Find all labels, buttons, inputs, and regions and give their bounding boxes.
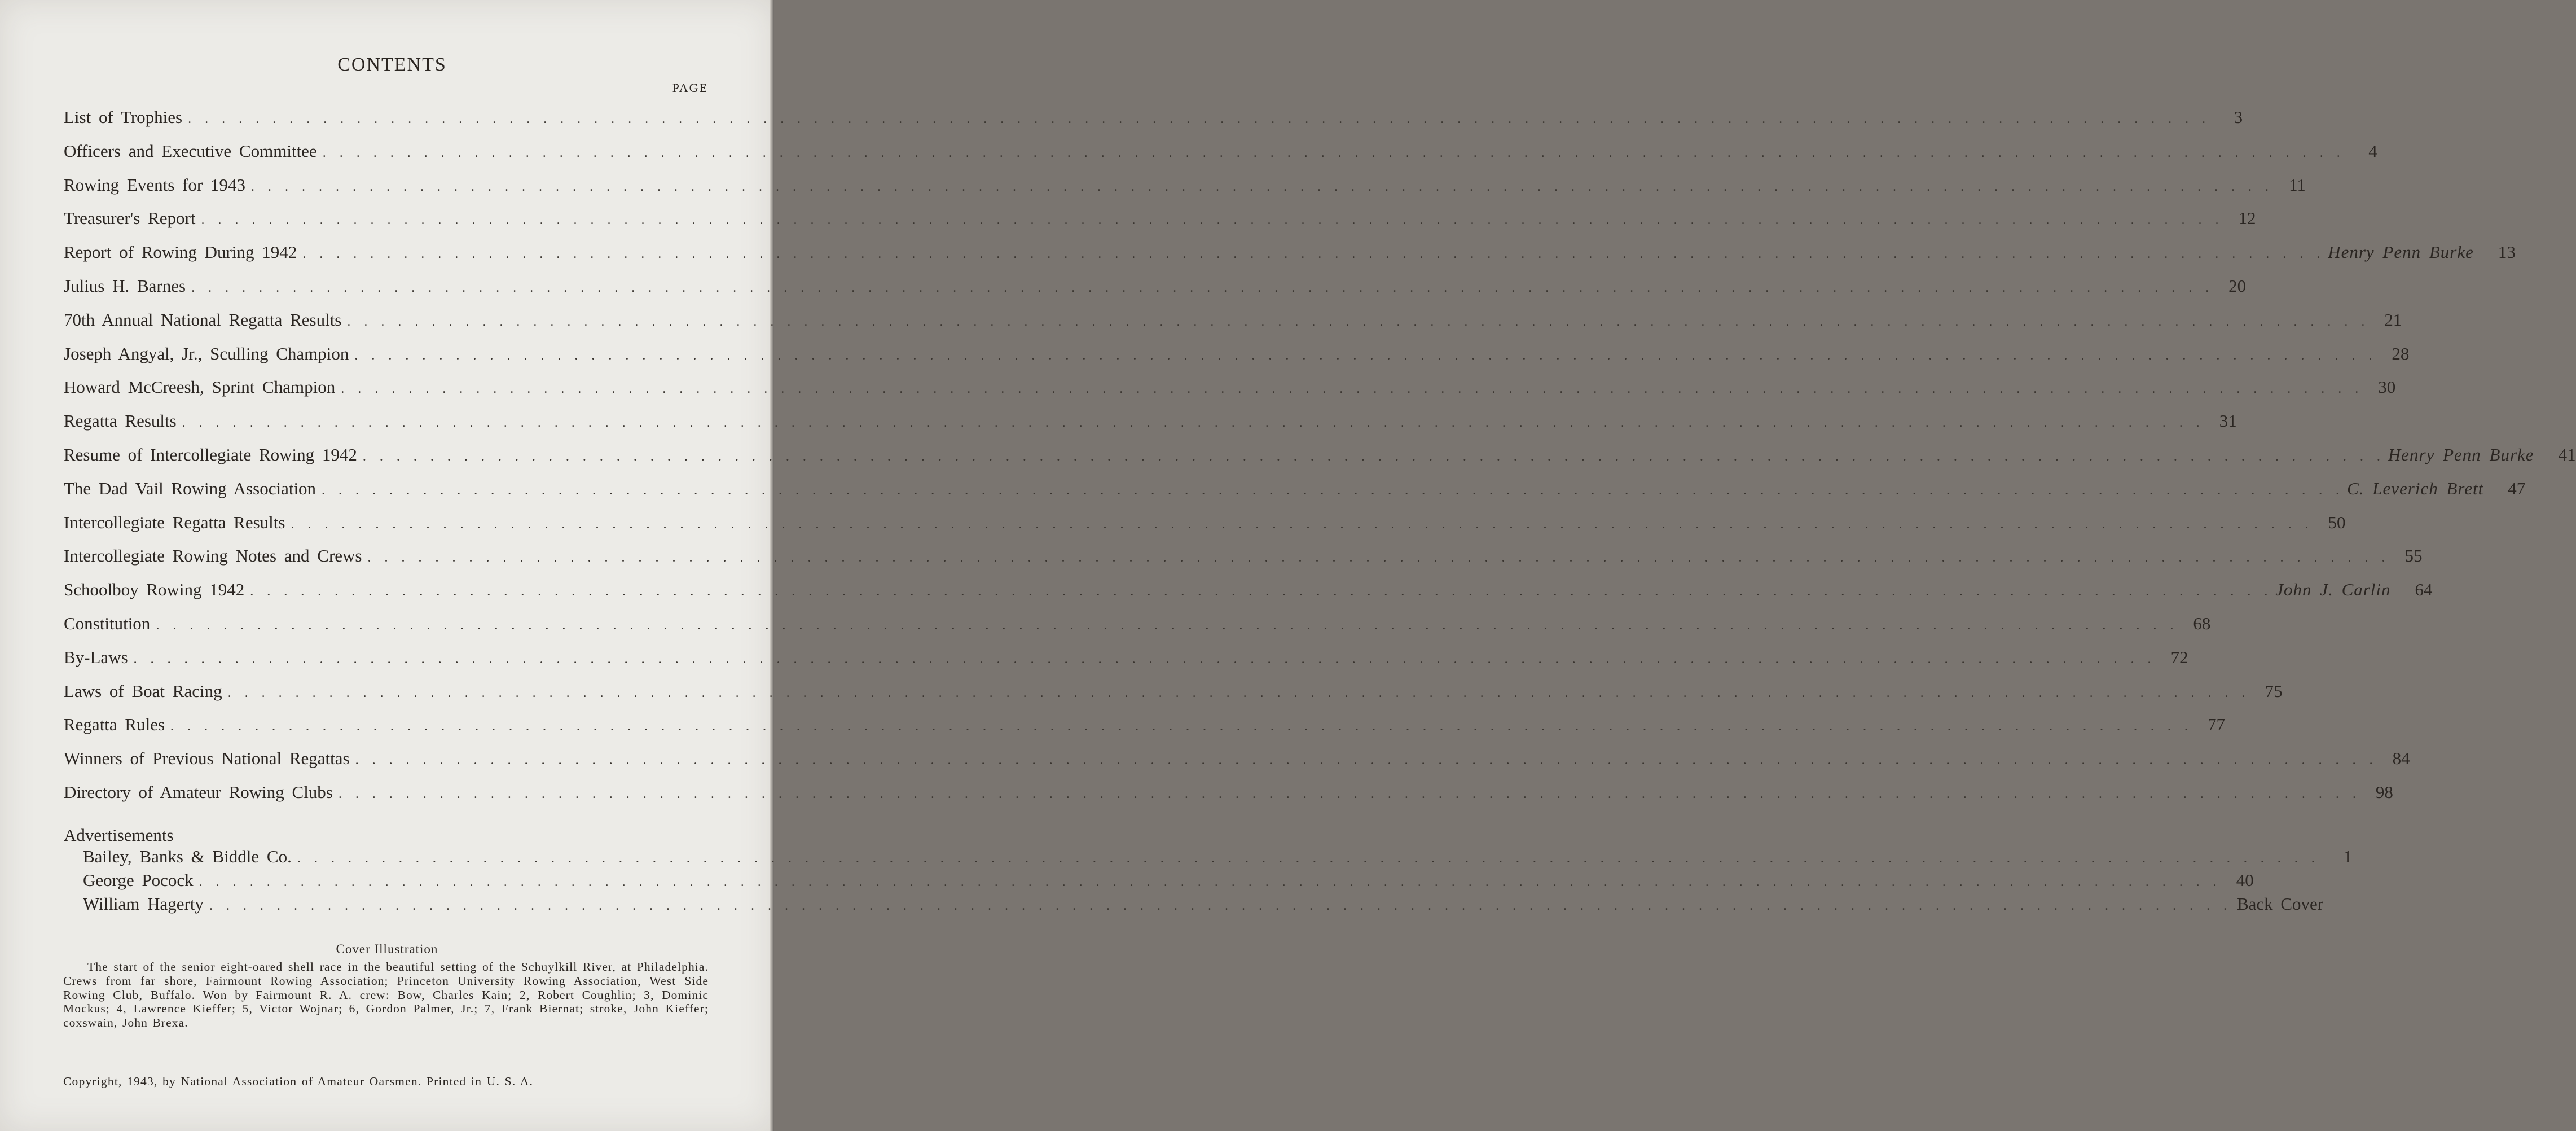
toc-entry — [64, 714, 2226, 748]
toc-entry — [64, 444, 2576, 479]
cover-illustration-heading: Cover Illustration — [336, 942, 438, 956]
toc-entry-title: William Hagerty — [83, 893, 204, 914]
toc-entry-title: Schoolboy Rowing 1942 — [64, 580, 245, 600]
toc-entry-page: 47 — [2508, 478, 2526, 498]
dot-leader: . . . . . . . . . . . . . . . . . . . . . . . . . . . . . . . . . . . . . . . . . . . . . . . . . . . . . . . . . . . . . . . . . . . . . . . . . . . . . . . . . . . . . . . . . . . . . . . . . . . . . . . . . . . . . . . . . . . . . . . . — [191, 280, 2213, 295]
dot-leader: . . . . . . . . . . . . . . . . . . . . . . . . . . . . . . . . . . . . . . . . . . . . . . . . . . . . . . . . . . . . . . . . . . . . . . . . . . . . . . . . . . . . . . . . . . . . . . . . . . . . . . . . . . . . . . . . . . . . . . . . — [133, 651, 2155, 667]
toc-entry-title: Regatta Rules — [64, 714, 165, 735]
toc-entry-page: 4 — [2368, 141, 2377, 161]
dot-leader: . . . . . . . . . . . . . . . . . . . . . . . . . . . . . . . . . . . . . . . . . . . . . . . . . . . . . . . . . . . . . . . . . . . . . . . . . . . . . . . . . . . . . . . . . . . . . . . . . . . . . . . . . . . . . . . . . . . . . . . . — [250, 179, 2272, 194]
toc-entry-title: Officers and Executive Committee — [64, 141, 317, 161]
dot-leader: . . . . . . . . . . . . . . . . . . . . . . . . . . . . . . . . . . . . . . . . . . . . . . . . . . . . . . . . . . . . . . . . . . . . . . . . . . . . . . . . . . . . . . . . . . . . . . . . . . . . . . . . . . . . . . . . . . . . . . . . — [338, 786, 2359, 801]
cover-illustration-text: The start of the senior eight-oared shell race in the beautiful setting of the Schuylkill River, at Philadelphia. Crews from far shore, Fairmount Rowing Association; Princeton University Rowing Association, West Side Rowing Club, Buffalo. Won by Fairmount R. A. crew: Bow, Charles Kain; 2, Robert Coughlin; 3, Dominic Mockus; 4, Lawrence Kieffer; 5, Victor Wojnar; 6, Gordon Palmer, Jr.; 7, Frank Biernat; stroke, John Kieffer; coxswain, John Brexa. — [63, 960, 709, 1030]
toc-entry — [64, 174, 2306, 209]
toc-entry-title: Regatta Results — [64, 411, 177, 431]
toc-entry-title: The Dad Vail Rowing Association — [64, 478, 316, 498]
toc-entry-page: 84 — [2392, 748, 2410, 769]
toc-entry-author: Henry Penn Burke — [2388, 444, 2534, 464]
toc-entry — [64, 546, 2423, 580]
contents-heading: CONTENTS — [337, 54, 447, 75]
toc-entry-title: Laws of Boat Racing — [64, 681, 222, 701]
toc-entry-author: C. Leverich Brett — [2347, 478, 2484, 498]
toc-entry-page: 72 — [2170, 647, 2188, 667]
toc-entry-title: Constitution — [64, 613, 151, 633]
toc-entry-page: 55 — [2404, 546, 2423, 566]
dot-leader: . . . . . . . . . . . . . . . . . . . . . . . . . . . . . . . . . . . . . . . . . . . . . . . . . . . . . . . . . . . . . . . . . . . . . . . . . . . . . . . . . . . . . . . . . . . . . . . . . . . . . . . . . . . . . . . . . . . . . . . . — [291, 516, 2312, 532]
toc-entry-title: Winners of Previous National Regattas — [64, 748, 350, 769]
toc-entry — [64, 242, 2516, 276]
dot-leader: . . . . . . . . . . . . . . . . . . . . . . . . . . . . . . . . . . . . . . . . . . . . . . . . . . . . . . . . . . . . . . . . . . . . . . . . . . . . . . . . . . . . . . . . . . . . . . . . . . . . . . . . . . . . . . . . . . . . . . . . — [250, 584, 2271, 599]
toc-entry-title: Howard McCreesh, Sprint Champion — [64, 377, 336, 397]
toc-entry-title: By-Laws — [64, 647, 128, 667]
advertisements-list — [64, 846, 2352, 918]
dot-leader: . . . . . . . . . . . . . . . . . . . . . . . . . . . . . . . . . . . . . . . . . . . . . . . . . . . . . . . . . . . . . . . . . . . . . . . . . . . . . . . . . . . . . . . . . . . . . . . . . . . . . . . . . . . . . . . . . . . . . . . . — [182, 415, 2203, 431]
toc-entry-page: 3 — [2234, 107, 2243, 127]
copyright-line: Copyright, 1943, by National Association of Amateur Oarsmen. Printed in U. S. A. — [63, 1075, 534, 1088]
advertisement-entry — [83, 846, 2352, 870]
dot-leader: . . . . . . . . . . . . . . . . . . . . . . . . . . . . . . . . . . . . . . . . . . . . . . . . . . . . . . . . . . . . . . . . . . . . . . . . . . . . . . . . . . . . . . . . . . . . . . . . . . . . . . . . . . . . . . . . . . . . . . . . — [347, 314, 2368, 329]
toc-entry — [64, 580, 2433, 613]
dot-leader: . . . . . . . . . . . . . . . . . . . . . . . . . . . . . . . . . . . . . . . . . . . . . . . . . . . . . . . . . . . . . . . . . . . . . . . . . . . . . . . . . . . . . . . . . . . . . . . . . . . . . . . . . . . . . . . . . . . . . . . . — [322, 483, 2343, 498]
toc-entry-title: Joseph Angyal, Jr., Sculling Champion — [64, 343, 349, 363]
toc-entry-page: 68 — [2193, 613, 2211, 633]
toc-entry-page: 64 — [2415, 580, 2433, 600]
toc-entry-page: 40 — [2236, 870, 2254, 890]
dot-leader: . . . . . . . . . . . . . . . . . . . . . . . . . . . . . . . . . . . . . . . . . . . . . . . . . . . . . . . . . . . . . . . . . . . . . . . . . . . . . . . . . . . . . . . . . . . . . . . . . . . . . . . . . . . . . . . . . . . . . . . . — [341, 382, 2362, 397]
toc-entry — [64, 748, 2410, 782]
dot-leader: . . . . . . . . . . . . . . . . . . . . . . . . . . . . . . . . . . . . . . . . . . . . . . . . . . . . . . . . . . . . . . . . . . . . . . . . . . . . . . . . . . . . . . . . . . . . . . . . . . . . . . . . . . . . . . . . . . . . . . . . — [188, 112, 2209, 126]
dot-leader: . . . . . . . . . . . . . . . . . . . . . . . . . . . . . . . . . . . . . . . . . . . . . . . . . . . . . . . . . . . . . . . . . . . . . . . . . . . . . . . . . . . . . . . . . . . . . . . . . . . . . . . . . . . . . . . . . . . . . . . . — [355, 753, 2376, 768]
toc-entry-page: 31 — [2219, 411, 2237, 431]
toc-entry — [64, 208, 2256, 242]
advertisement-entry — [83, 870, 2254, 894]
toc-entry — [64, 411, 2237, 445]
toc-entry-page: 75 — [2265, 681, 2283, 701]
toc-entry-page: Back Cover — [2236, 893, 2324, 914]
dot-leader: . . . . . . . . . . . . . . . . . . . . . . . . . . . . . . . . . . . . . . . . . . . . . . . . . . . . . . . . . . . . . . . . . . . . . . . . . . . . . . . . . . . . . . . . . . . . . . . . . . . . . . . . . . . . . . . . . . . . . . . . — [362, 449, 2384, 464]
dot-leader: . . . . . . . . . . . . . . . . . . . . . . . . . . . . . . . . . . . . . . . . . . . . . . . . . . . . . . . . . . . . . . . . . . . . . . . . . . . . . . . . . . . . . . . . . . . . . . . . . . . . . . . . . . . . . . . . . . . . . . . . — [302, 247, 2324, 262]
toc-entry-page: 13 — [2498, 242, 2516, 262]
dot-leader: . . . . . . . . . . . . . . . . . . . . . . . . . . . . . . . . . . . . . . . . . . . . . . . . . . . . . . . . . . . . . . . . . . . . . . . . . . . . . . . . . . . . . . . . . . . . . . . . . . . . . . . . . . . . . . . . . . . . . . . . — [156, 617, 2177, 633]
toc-entry-author: Henry Penn Burke — [2328, 242, 2474, 262]
toc-entry — [64, 512, 2346, 546]
table-of-contents — [64, 107, 2576, 918]
page-column-label: PAGE — [672, 81, 708, 95]
toc-entry-page: 1 — [2343, 846, 2352, 866]
toc-entry-title: Rowing Events for 1943 — [64, 174, 245, 195]
toc-entry-list — [64, 107, 2576, 816]
dot-leader: . . . . . . . . . . . . . . . . . . . . . . . . . . . . . . . . . . . . . . . . . . . . . . . . . . . . . . . . . . . . . . . . . . . . . . . . . . . . . . . . . . . . . . . . . . . . . . . . . . . . . . . . . . . . . . . . . . . . . . . . — [367, 550, 2389, 566]
toc-entry — [64, 275, 2247, 310]
toc-entry — [64, 377, 2396, 411]
toc-entry-page: 28 — [2392, 343, 2410, 363]
dot-leader: . . . . . . . . . . . . . . . . . . . . . . . . . . . . . . . . . . . . . . . . . . . . . . . . . . . . . . . . . . . . . . . . . . . . . . . . . . . . . . . . . . . . . . . . . . . . . . . . . . . . . . . . . . . . . . . . . . . . . . . . — [170, 719, 2192, 734]
toc-entry-title: List of Trophies — [64, 107, 183, 127]
toc-entry — [64, 309, 2402, 344]
toc-entry-page: 77 — [2208, 714, 2226, 735]
dot-leader: . . . . . . . . . . . . . . . . . . . . . . . . . . . . . . . . . . . . . . . . . . . . . . . . . . . . . . . . . . . . . . . . . . . . . . . . . . . . . . . . . . . . . . . . . . . . . . . . . . . . . . . . . . . . . . . . . . . . . . . . — [322, 145, 2344, 160]
toc-entry-page: 12 — [2238, 208, 2256, 229]
dot-leader: . . . . . . . . . . . . . . . . . . . . . . . . . . . . . . . . . . . . . . . . . . . . . . . . . . . . . . . . . . . . . . . . . . . . . . . . . . . . . . . . . . . . . . . . . . . . . . . . . . . . . . . . . . . . . . . . . . . . . . . . — [209, 898, 2230, 913]
toc-entry-page: 30 — [2378, 377, 2396, 397]
toc-entry-title: Julius H. Barnes — [64, 275, 186, 296]
toc-entry — [64, 107, 2243, 141]
toc-entry-author: John J. Carlin — [2275, 580, 2391, 600]
toc-entry-page: 41 — [2558, 444, 2576, 464]
toc-entry-title: Bailey, Banks & Biddle Co. — [83, 846, 292, 866]
toc-entry-title: George Pocock — [83, 870, 194, 890]
toc-entry-title: Directory of Amateur Rowing Clubs — [64, 782, 333, 802]
toc-entry-title: Resume of Intercollegiate Rowing 1942 — [64, 444, 357, 464]
advertisements-heading: Advertisements — [64, 825, 174, 845]
dot-leader: . . . . . . . . . . . . . . . . . . . . . . . . . . . . . . . . . . . . . . . . . . . . . . . . . . . . . . . . . . . . . . . . . . . . . . . . . . . . . . . . . . . . . . . . . . . . . . . . . . . . . . . . . . . . . . . . . . . . . . . . — [201, 213, 2222, 228]
toc-entry — [64, 681, 2283, 715]
dot-leader: . . . . . . . . . . . . . . . . . . . . . . . . . . . . . . . . . . . . . . . . . . . . . . . . . . . . . . . . . . . . . . . . . . . . . . . . . . . . . . . . . . . . . . . . . . . . . . . . . . . . . . . . . . . . . . . . . . . . . . . . — [297, 851, 2318, 866]
toc-entry-title: Report of Rowing During 1942 — [64, 242, 297, 262]
toc-entry — [64, 613, 2211, 647]
toc-entry — [64, 343, 2410, 378]
toc-entry-page: 50 — [2328, 512, 2346, 532]
toc-entry-page: 11 — [2289, 174, 2306, 195]
toc-entry — [64, 141, 2377, 175]
advertisement-entry — [83, 893, 2324, 918]
toc-entry-page: 98 — [2375, 782, 2393, 802]
dot-leader: . . . . . . . . . . . . . . . . . . . . . . . . . . . . . . . . . . . . . . . . . . . . . . . . . . . . . . . . . . . . . . . . . . . . . . . . . . . . . . . . . . . . . . . . . . . . . . . . . . . . . . . . . . . . . . . . . . . . . . . . — [354, 348, 2376, 363]
toc-entry-page: 21 — [2384, 309, 2402, 330]
toc-entry — [64, 782, 2393, 816]
toc-entry — [64, 647, 2188, 681]
dot-leader: . . . . . . . . . . . . . . . . . . . . . . . . . . . . . . . . . . . . . . . . . . . . . . . . . . . . . . . . . . . . . . . . . . . . . . . . . . . . . . . . . . . . . . . . . . . . . . . . . . . . . . . . . . . . . . . . . . . . . . . . — [199, 874, 2220, 889]
toc-entry-title: Intercollegiate Regatta Results — [64, 512, 285, 532]
dot-leader: . . . . . . . . . . . . . . . . . . . . . . . . . . . . . . . . . . . . . . . . . . . . . . . . . . . . . . . . . . . . . . . . . . . . . . . . . . . . . . . . . . . . . . . . . . . . . . . . . . . . . . . . . . . . . . . . . . . . . . . . — [227, 685, 2249, 700]
toc-entry-title: Intercollegiate Rowing Notes and Crews — [64, 546, 362, 566]
toc-entry-title: 70th Annual National Regatta Results — [64, 309, 342, 330]
toc-entry — [64, 478, 2526, 512]
toc-entry-title: Treasurer's Report — [64, 208, 196, 229]
toc-entry-page: 20 — [2228, 275, 2247, 296]
